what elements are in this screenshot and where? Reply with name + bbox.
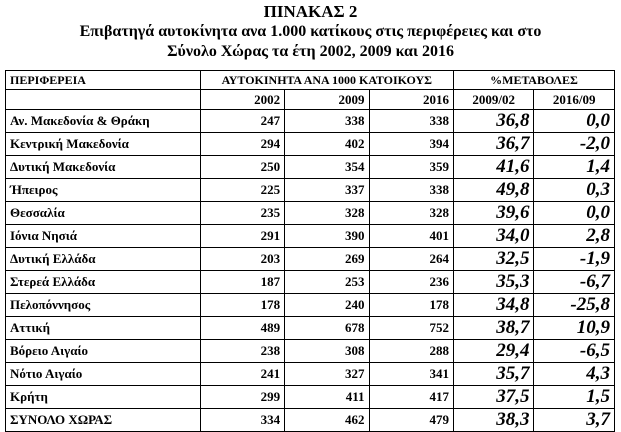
value-2002-cell: 489 [200,317,284,340]
region-cell: Αττική [6,317,201,340]
table-title: ΠΙΝΑΚΑΣ 2 [263,2,358,21]
region-cell: ΣΥΝΟΛΟ ΧΩΡΑΣ [6,409,201,432]
value-2016-cell: 338 [369,179,453,202]
value-2002-cell: 299 [200,386,284,409]
change-2009-02-cell: 36,7 [454,133,534,156]
header-region: ΠΕΡΙΦΕΡΕΙΑ [6,71,201,90]
value-2009-cell: 462 [285,409,369,432]
value-2009-cell: 411 [285,386,369,409]
value-2016-cell: 752 [369,317,453,340]
change-2016-09-cell: -25,8 [534,294,615,317]
change-2016-09-cell: -6,5 [534,340,615,363]
region-cell: Ιόνια Νησιά [6,225,201,248]
change-2009-02-cell: 49,8 [454,179,534,202]
region-cell: Δυτική Μακεδονία [6,156,201,179]
value-2016-cell: 417 [369,386,453,409]
change-2009-02-cell: 36,8 [454,110,534,133]
change-2009-02-cell: 41,6 [454,156,534,179]
header-cars-group: ΑΥΤΟΚΙΝΗΤΑ ΑΝΑ 1000 ΚΑΤΟΙΚΟΥΣ [200,71,453,90]
change-2009-02-cell: 39,6 [454,202,534,225]
table-row [6,294,615,317]
value-2016-cell: 338 [369,110,453,133]
value-2009-cell: 338 [285,110,369,133]
value-2016-cell: 394 [369,133,453,156]
table-row [6,317,615,340]
region-cell: Κρήτη [6,386,201,409]
change-2016-09-cell: 0,0 [534,110,615,133]
header-year-2016: 2016 [369,90,453,110]
change-2016-09-cell: 3,7 [534,409,615,432]
change-2009-02-cell: 38,7 [454,317,534,340]
change-2016-09-cell: -1,9 [534,248,615,271]
change-2016-09-cell: -6,7 [534,271,615,294]
cars-per-1000-table [5,70,615,432]
table-row [6,386,615,409]
table-row [6,110,615,133]
region-cell: Ήπειρος [6,179,201,202]
value-2002-cell: 178 [200,294,284,317]
change-2009-02-cell: 34,0 [454,225,534,248]
change-2009-02-cell: 35,3 [454,271,534,294]
table-row [6,248,615,271]
value-2002-cell: 291 [200,225,284,248]
value-2016-cell: 341 [369,363,453,386]
change-2009-02-cell: 37,5 [454,386,534,409]
region-cell: Νότιο Αιγαίο [6,363,201,386]
table-caption [0,0,621,62]
value-2002-cell: 203 [200,248,284,271]
table-row [6,409,615,432]
value-2009-cell: 269 [285,248,369,271]
table-row [6,340,615,363]
value-2002-cell: 238 [200,340,284,363]
change-2016-09-cell: 0,0 [534,202,615,225]
table-row [6,271,615,294]
region-cell: Στερεά Ελλάδα [6,271,201,294]
change-2016-09-cell: 10,9 [534,317,615,340]
region-cell: Κεντρική Μακεδονία [6,133,201,156]
change-2009-02-cell: 34,8 [454,294,534,317]
value-2016-cell: 359 [369,156,453,179]
change-2016-09-cell: -2,0 [534,133,615,156]
value-2002-cell: 225 [200,179,284,202]
table-row [6,156,615,179]
value-2009-cell: 308 [285,340,369,363]
value-2009-cell: 328 [285,202,369,225]
region-cell: Πελοπόννησος [6,294,201,317]
value-2009-cell: 678 [285,317,369,340]
header-change-2009-02: 2009/02 [454,90,534,110]
region-cell: Αν. Μακεδονία & Θράκη [6,110,201,133]
change-2016-09-cell: 0,3 [534,179,615,202]
value-2002-cell: 294 [200,133,284,156]
value-2009-cell: 327 [285,363,369,386]
value-2016-cell: 328 [369,202,453,225]
value-2009-cell: 253 [285,271,369,294]
header-region-blank [6,90,201,110]
change-2016-09-cell: 2,8 [534,225,615,248]
table-subtitle-line2: Σύνολο Χώρας τα έτη 2002, 2009 και 2016 [167,43,454,60]
value-2016-cell: 178 [369,294,453,317]
header-change-2016-09: 2016/09 [534,90,615,110]
table-row [6,363,615,386]
change-2016-09-cell: 1,5 [534,386,615,409]
value-2009-cell: 402 [285,133,369,156]
header-row-years [6,90,615,110]
region-cell: Βόρειο Αιγαίο [6,340,201,363]
change-2016-09-cell: 4,3 [534,363,615,386]
header-change-group: %ΜΕΤΑΒΟΛΕΣ [454,71,615,90]
value-2002-cell: 187 [200,271,284,294]
region-cell: Θεσσαλία [6,202,201,225]
value-2002-cell: 250 [200,156,284,179]
header-year-2002: 2002 [200,90,284,110]
value-2002-cell: 247 [200,110,284,133]
change-2009-02-cell: 32,5 [454,248,534,271]
table-row [6,133,615,156]
value-2016-cell: 401 [369,225,453,248]
change-2009-02-cell: 29,4 [454,340,534,363]
value-2016-cell: 288 [369,340,453,363]
value-2009-cell: 337 [285,179,369,202]
header-row-groups [6,71,615,90]
table-row [6,202,615,225]
region-cell: Δυτική Ελλάδα [6,248,201,271]
header-year-2009: 2009 [285,90,369,110]
value-2009-cell: 240 [285,294,369,317]
value-2002-cell: 334 [200,409,284,432]
table-row [6,179,615,202]
table-subtitle-line1: Επιβατηγά αυτοκίνητα ανα 1.000 κατίκους στις περιφέρειες και στο [79,23,542,40]
change-2009-02-cell: 35,7 [454,363,534,386]
value-2016-cell: 236 [369,271,453,294]
value-2009-cell: 390 [285,225,369,248]
change-2009-02-cell: 38,3 [454,409,534,432]
value-2009-cell: 354 [285,156,369,179]
table-row [6,225,615,248]
value-2016-cell: 479 [369,409,453,432]
change-2016-09-cell: 1,4 [534,156,615,179]
value-2016-cell: 264 [369,248,453,271]
value-2002-cell: 235 [200,202,284,225]
value-2002-cell: 241 [200,363,284,386]
